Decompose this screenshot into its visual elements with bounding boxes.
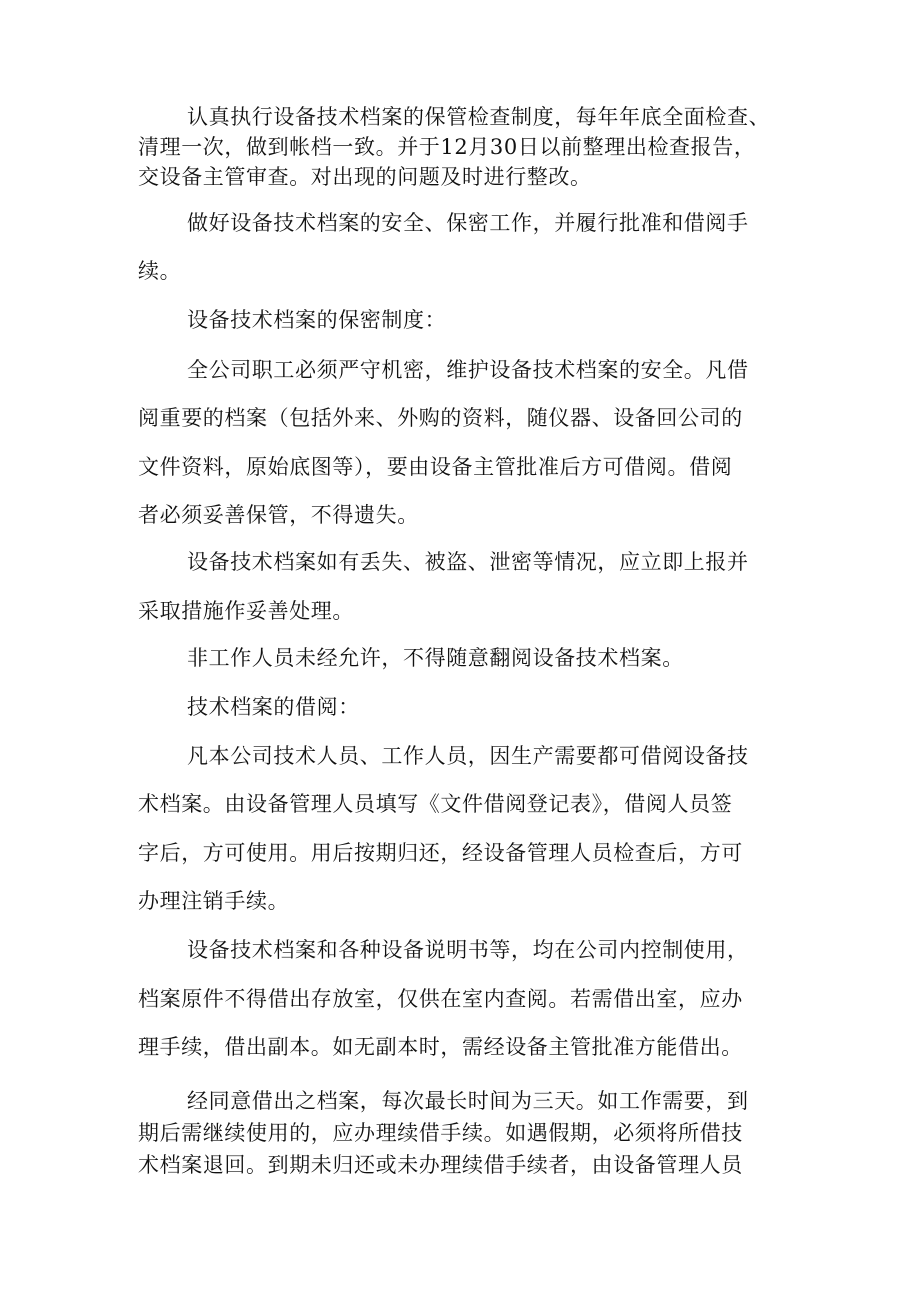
paragraph-line: 做好设备技术档案的安全、保密工作，并履行批准和借阅手 bbox=[187, 211, 749, 235]
paragraph-line: 经同意借出之档案，每次最长时间为三天。如工作需要，到 bbox=[187, 1089, 749, 1113]
paragraph-line: 阅重要的档案（包括外来、外购的资料，随仪器、设备回公司的 bbox=[138, 406, 743, 430]
paragraph-line: 档案原件不得借出存放室，仅供在室内查阅。若需借出室，应办 bbox=[138, 987, 743, 1011]
paragraph-line: 全公司职工必须严守机密，维护设备技术档案的安全。凡借 bbox=[187, 358, 749, 382]
paragraph-line: 续。 bbox=[138, 259, 182, 283]
paragraph-line: 凡本公司技术人员、工作人员，因生产需要都可借阅设备技 bbox=[187, 744, 749, 768]
paragraph-line: 者必须妥善保管，不得遗失。 bbox=[138, 503, 419, 527]
paragraph-line: 期后需继续使用的，应办理续借手续。如遇假期，必须将所借技 bbox=[138, 1121, 743, 1145]
paragraph-line: 清理一次，做到帐档一致。并于12月30日以前整理出检查报告， bbox=[138, 135, 756, 159]
paragraph-line: 交设备主管审查。对出现的问题及时进行整改。 bbox=[138, 165, 592, 189]
paragraph-line: 理手续，借出副本。如无副本时，需经设备主管批准方能借出。 bbox=[138, 1035, 743, 1059]
paragraph-line: 办理注销手续。 bbox=[138, 889, 290, 913]
paragraph-line: 采取措施作妥善处理。 bbox=[138, 599, 354, 623]
section-heading: 技术档案的借阅： bbox=[187, 695, 360, 719]
paragraph-line: 非工作人员未经允许，不得随意翻阅设备技术档案。 bbox=[187, 646, 684, 670]
section-heading: 设备技术档案的保密制度： bbox=[187, 308, 447, 332]
paragraph-line: 文件资料，原始底图等），要由设备主管批准后方可借阅。借阅 bbox=[138, 455, 733, 479]
paragraph-line: 设备技术档案如有丢失、被盗、泄密等情况，应立即上报并 bbox=[187, 550, 749, 574]
paragraph-line: 术档案。由设备管理人员填写《文件借阅登记表》，借阅人员签 bbox=[138, 792, 733, 816]
paragraph-line: 术档案退回。到期未归还或未办理续借手续者，由设备管理人员 bbox=[138, 1153, 743, 1177]
paragraph-line: 认真执行设备技术档案的保管检查制度，每年年底全面检查、 bbox=[187, 105, 771, 129]
paragraph-line: 字后，方可使用。用后按期归还，经设备管理人员检查后，方可 bbox=[138, 841, 743, 865]
paragraph-line: 设备技术档案和各种设备说明书等，均在公司内控制使用， bbox=[187, 938, 749, 962]
